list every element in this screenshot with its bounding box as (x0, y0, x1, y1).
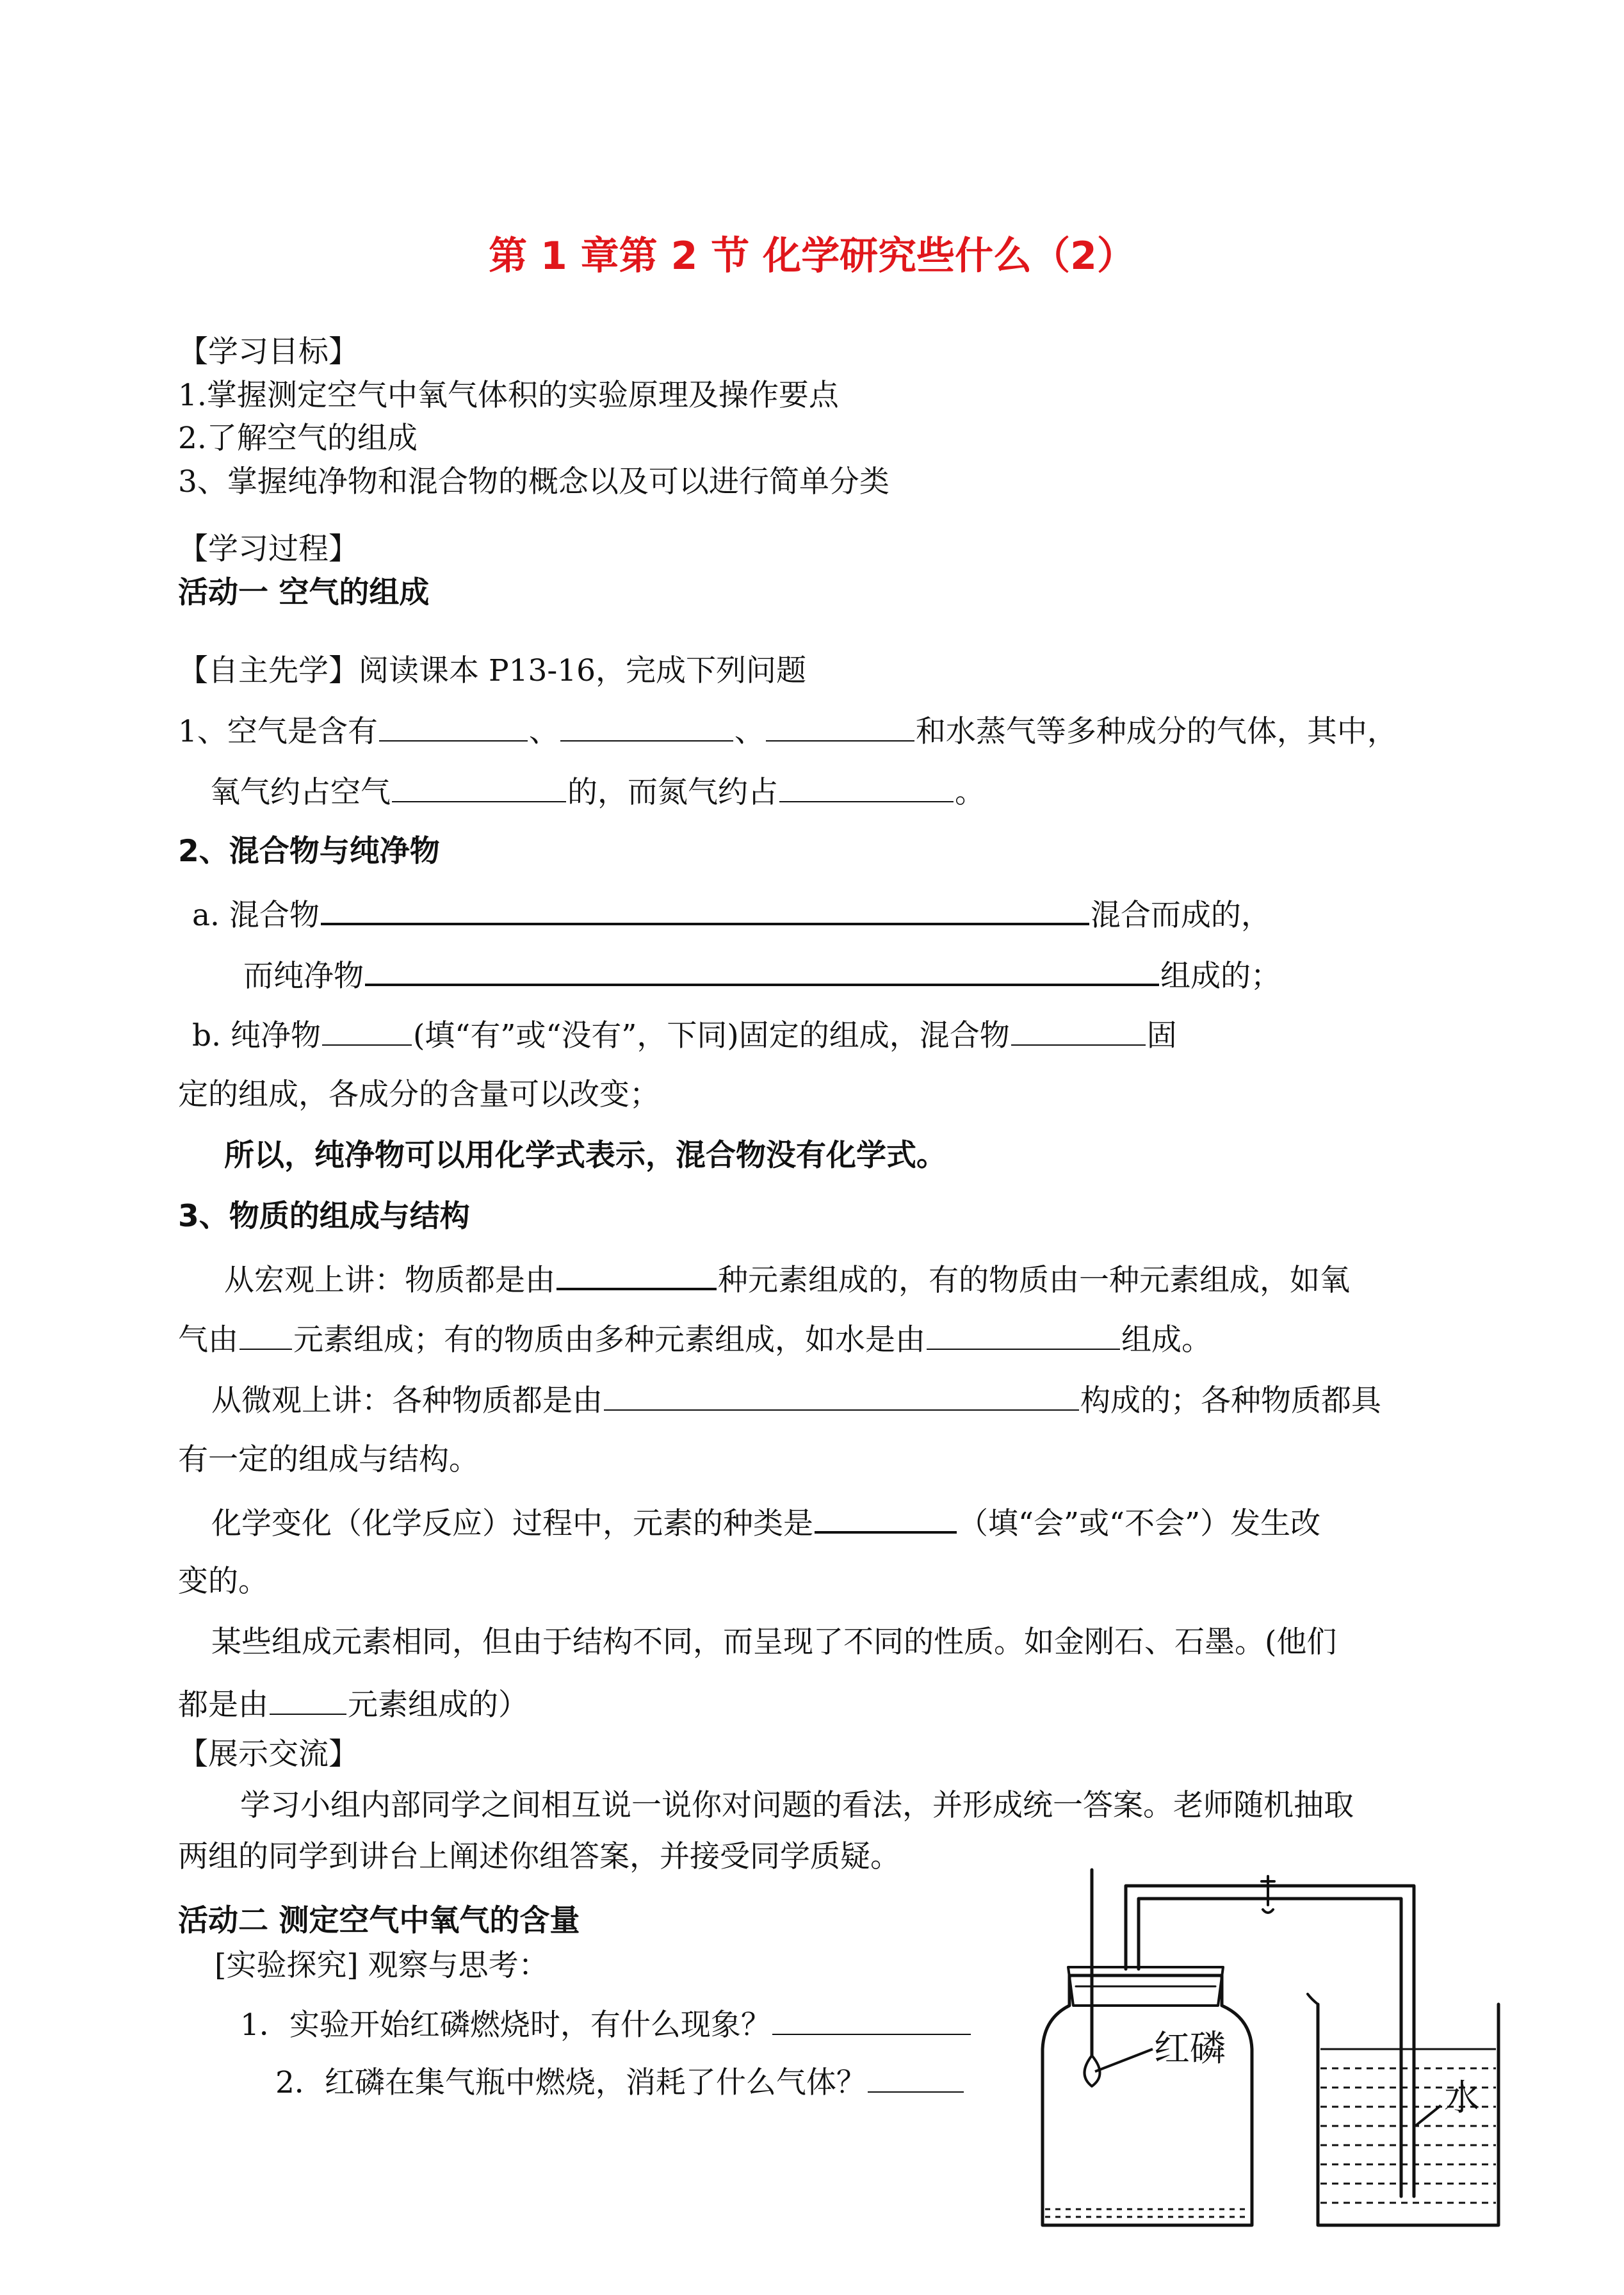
activity-two-question-1: 1．实验开始红磷燃烧时，有什么现象？ (240, 2004, 972, 2045)
answer-blank[interactable] (560, 711, 733, 742)
objectives-heading: 【学习目标】 (178, 334, 359, 369)
answer-blank[interactable] (604, 1380, 1079, 1411)
question-1-line-1: 1、空气是含有 、 、 和水蒸气等多种成分的气体，其中， (178, 711, 1397, 751)
activity-one-heading: 活动一 空气的组成 (178, 575, 430, 610)
activity-two-heading: 活动二 测定空气中氧气的含量 (178, 1903, 580, 1938)
exchange-heading: 【展示交流】 (178, 1737, 359, 1772)
question-3-change-line-2: 变的。 (178, 1564, 268, 1599)
answer-blank[interactable] (927, 1319, 1120, 1350)
question-3-change-line-1: 化学变化（化学反应）过程中，元素的种类是 （填“会”或“不会”）发生改 (211, 1502, 1320, 1543)
question-1-line-2: 氧气约占空气 的，而氮气约占 。 (210, 772, 985, 812)
question-3-macro-line-1: 从宏观上讲：物质都是由 种元素组成的，有的物质由一种元素组成，如氧 (224, 1258, 1350, 1300)
exchange-paragraph-line-2: 两组的同学到讲台上阐述你组答案，并接受同学质疑。 (178, 1839, 900, 1874)
answer-blank[interactable] (379, 711, 528, 742)
page-title: 第 1 章第 2 节 化学研究些什么（2） (489, 234, 1135, 279)
question-2-b-line-2: 定的组成，各成分的含量可以改变； (178, 1077, 660, 1112)
answer-blank[interactable] (766, 711, 914, 742)
question-3-micro-line-2: 有一定的组成与结构。 (178, 1442, 479, 1477)
answer-blank[interactable] (322, 1015, 412, 1046)
apparatus-figure (1031, 1857, 1518, 2241)
process-heading: 【学习过程】 (178, 531, 359, 567)
question-2-a-line-2: 而纯净物 组成的； (243, 954, 1281, 996)
question-3-macro-line-2: 气由 元素组成；有的物质由多种元素组成，如水是由 组成。 (178, 1319, 1212, 1359)
question-3-heading: 3、物质的组成与结构 (178, 1199, 470, 1234)
answer-blank[interactable] (868, 2062, 964, 2093)
tube-clamp (1262, 1876, 1274, 1913)
question-2-heading: 2、混合物与纯净物 (178, 834, 440, 869)
question-2-a-line-1: a. 混合物 混合而成的， (192, 893, 1271, 935)
question-3-structure-line-2: 都是由 元素组成的） (178, 1684, 528, 1724)
answer-blank[interactable] (772, 2004, 971, 2035)
answer-blank[interactable] (365, 954, 1159, 986)
question-3-micro-line-1: 从微观上讲：各种物质都是由 构成的；各种物质都具 (211, 1380, 1381, 1420)
gas-collection-bottle (1043, 1975, 1252, 2225)
experiment-explore: [实验探究] 观察与思考： (215, 1948, 549, 1983)
self-study-heading: 【自主先学】阅读课本 P13-16，完成下列问题 (178, 653, 807, 688)
objective-item: 1.掌握测定空气中氧气体积的实验原理及操作要点 (178, 378, 839, 413)
answer-blank[interactable] (779, 772, 954, 802)
answer-blank[interactable] (321, 893, 1089, 925)
label-water: 水 (1444, 2077, 1480, 2119)
answer-blank[interactable] (270, 1684, 346, 1715)
exchange-paragraph-line-1: 学习小组内部同学之间相互说一说你对问题的看法，并形成统一答案。老师随机抽取 (240, 1788, 1354, 1823)
answer-blank[interactable] (815, 1502, 957, 1534)
objective-item: 3、掌握纯净物和混合物的概念以及可以进行简单分类 (178, 464, 889, 499)
label-red-phosphorus: 红磷 (1154, 2028, 1226, 2070)
beaker-water (1320, 2049, 1496, 2203)
answer-blank[interactable] (392, 772, 566, 802)
answer-blank[interactable] (1011, 1015, 1146, 1046)
question-2-b-line-1: b. 纯净物 (填“有”或“没有”，下同)固定的组成，混合物 固 (192, 1015, 1177, 1055)
objective-item: 2.了解空气的组成 (178, 421, 418, 456)
answer-blank[interactable] (556, 1258, 717, 1290)
bottle-water (1045, 2209, 1249, 2217)
answer-blank[interactable] (240, 1319, 292, 1350)
activity-two-question-2: 2．红磷在集气瓶中燃烧，消耗了什么气体？ (275, 2062, 965, 2102)
question-3-structure-line-1: 某些组成元素相同，但由于结构不同，而呈现了不同的性质。如金刚石、石墨。(他们 (211, 1625, 1337, 1660)
question-2-conclusion: 所以，纯净物可以用化学式表示，混合物没有化学式。 (224, 1138, 946, 1173)
